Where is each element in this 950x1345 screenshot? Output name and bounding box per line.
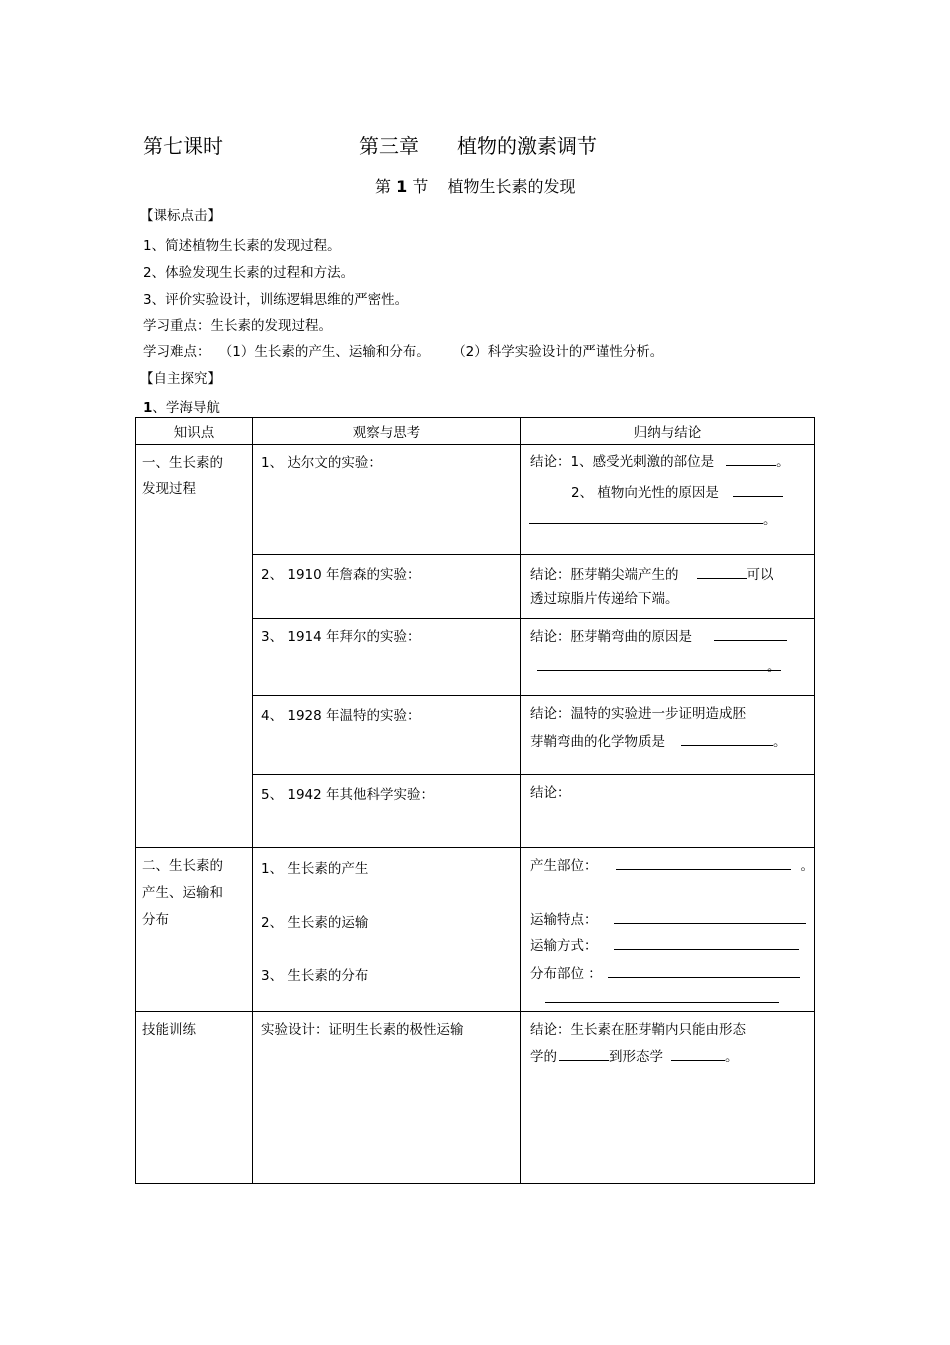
goal-1: 1、简述植物生长素的发现过程。 xyxy=(143,238,341,254)
topic-production-line-1: 二、生长素的 xyxy=(142,858,223,874)
blank[interactable] xyxy=(614,935,799,950)
skills-conclusion-1: 结论：生长素在胚芽鞘内只能由形态 xyxy=(530,1022,746,1038)
answer-distribution: 分布部位 ： xyxy=(530,962,800,982)
goal-2: 2、体验发现生长素的过程和方法。 xyxy=(143,265,355,281)
lesson-label: 第七课时 xyxy=(143,134,223,158)
difficulty-1: （1）生长素的产生、运输和分布。 xyxy=(218,344,430,360)
exp-jensen xyxy=(253,555,521,619)
exp-1942 xyxy=(253,775,521,848)
goal-3: 3、评价实验设计，训练逻辑思维的严密性。 xyxy=(143,292,409,308)
conclusion-went-1: 结论：温特的实验进一步证明造成胚 xyxy=(530,706,746,722)
conclusion-went xyxy=(521,696,815,775)
difficulty-2: （2）科学实验设计的严谨性分析。 xyxy=(452,344,664,360)
topic-discovery-line-2: 发现过程 xyxy=(142,481,196,497)
section-number: 1 xyxy=(396,177,408,196)
skills-conclusion xyxy=(521,1012,815,1184)
difficulty-label: 学习难点： xyxy=(143,344,211,360)
conclusion-jensen-1: 结论：胚芽鞘尖端产生的 可以 xyxy=(530,563,774,583)
blank[interactable] xyxy=(529,509,763,524)
item-transport: 2、 生长素的运输 xyxy=(261,915,369,931)
exp-darwin xyxy=(253,445,521,555)
study-table xyxy=(135,417,815,1184)
topic-production-line-2: 产生、运输和 xyxy=(142,885,223,901)
section-suffix: 节 xyxy=(412,177,429,196)
exp-went-label: 4、 1928 年温特的实验： xyxy=(261,708,421,724)
item-distribution: 3、 生长素的分布 xyxy=(261,968,369,984)
header-knowledge: 知识点 xyxy=(136,418,253,445)
conclusion-1942-label: 结论： xyxy=(530,785,571,801)
topic-skills xyxy=(136,1012,253,1184)
standards-heading: 【课标点击】 xyxy=(140,208,221,224)
conclusion-darwin xyxy=(521,445,815,555)
topic-production xyxy=(136,848,253,1012)
blank[interactable] xyxy=(681,731,773,746)
blank[interactable] xyxy=(714,626,787,641)
blank[interactable] xyxy=(616,855,791,870)
topic-discovery xyxy=(136,445,253,848)
nav-number: 1 xyxy=(143,400,153,416)
blank[interactable] xyxy=(608,963,800,978)
topic-skills-label: 技能训练 xyxy=(142,1022,196,1038)
exp-1942-label: 5、 1942 年其他科学实验： xyxy=(261,787,435,803)
header-conclusion: 归纳与结论 xyxy=(521,418,815,445)
item-production: 1、 生长素的产生 xyxy=(261,861,369,877)
conclusion-paal xyxy=(521,619,815,696)
blank[interactable] xyxy=(614,909,806,924)
conclusion-1942 xyxy=(521,775,815,848)
blank[interactable] xyxy=(559,1046,609,1061)
conclusion-jensen-2: 透过琼脂片传递给下端。 xyxy=(530,591,679,607)
production-answers xyxy=(521,848,815,1012)
blank[interactable] xyxy=(537,656,781,671)
blank[interactable] xyxy=(545,988,779,1003)
exp-went xyxy=(253,696,521,775)
section-heading xyxy=(375,174,575,197)
key-point: 学习重点：生长素的发现过程。 xyxy=(143,318,332,334)
production-items xyxy=(253,848,521,1012)
conclusion-jensen xyxy=(521,555,815,619)
blank[interactable] xyxy=(733,482,783,497)
topic-production-line-3: 分布 xyxy=(142,912,169,928)
exp-darwin-label: 1、 达尔文的实验： xyxy=(261,455,382,471)
skills-task xyxy=(253,1012,521,1184)
blank[interactable] xyxy=(726,451,776,466)
conclusion-paal-2: 。 xyxy=(537,655,781,675)
chapter-label: 第三章 xyxy=(359,134,419,158)
exp-jensen-label: 2、 1910 年詹森的实验： xyxy=(261,567,421,583)
answer-transport-feature: 运输特点： xyxy=(530,908,806,928)
blank[interactable] xyxy=(697,564,747,579)
chapter-title: 植物的激素调节 xyxy=(457,134,597,158)
exp-paal xyxy=(253,619,521,696)
answer-production: 产生部位： 。 xyxy=(530,854,814,874)
nav-label: 、学海导航 xyxy=(152,400,220,416)
conclusion-paal-1: 结论：胚芽鞘弯曲的原因是 xyxy=(530,625,787,645)
exp-paal-label: 3、 1914 年拜尔的实验： xyxy=(261,629,421,645)
skills-conclusion-2: 学的 到形态学 。 xyxy=(530,1045,739,1065)
conclusion-darwin-2: 2、 植物向光性的原因是 xyxy=(571,481,783,501)
conclusion-darwin-1: 结论：1、感受光刺激的部位是 。 xyxy=(530,450,790,470)
section-title: 植物生长素的发现 xyxy=(447,177,576,196)
nav-heading xyxy=(143,396,220,416)
conclusion-darwin-3: 。 xyxy=(529,508,777,528)
difficulty xyxy=(143,340,663,360)
explore-heading: 【自主探究】 xyxy=(140,371,221,387)
answer-transport-mode: 运输方式： xyxy=(530,934,799,954)
section-prefix: 第 xyxy=(375,177,392,196)
topic-discovery-line-1: 一、生长素的 xyxy=(142,455,223,471)
skills-task-label: 实验设计：证明生长素的极性运输 xyxy=(261,1022,464,1038)
conclusion-went-2: 芽鞘弯曲的化学物质是 。 xyxy=(530,730,787,750)
header-observe: 观察与思考 xyxy=(253,418,521,445)
answer-distribution-2 xyxy=(545,988,779,1007)
blank[interactable] xyxy=(671,1046,725,1061)
